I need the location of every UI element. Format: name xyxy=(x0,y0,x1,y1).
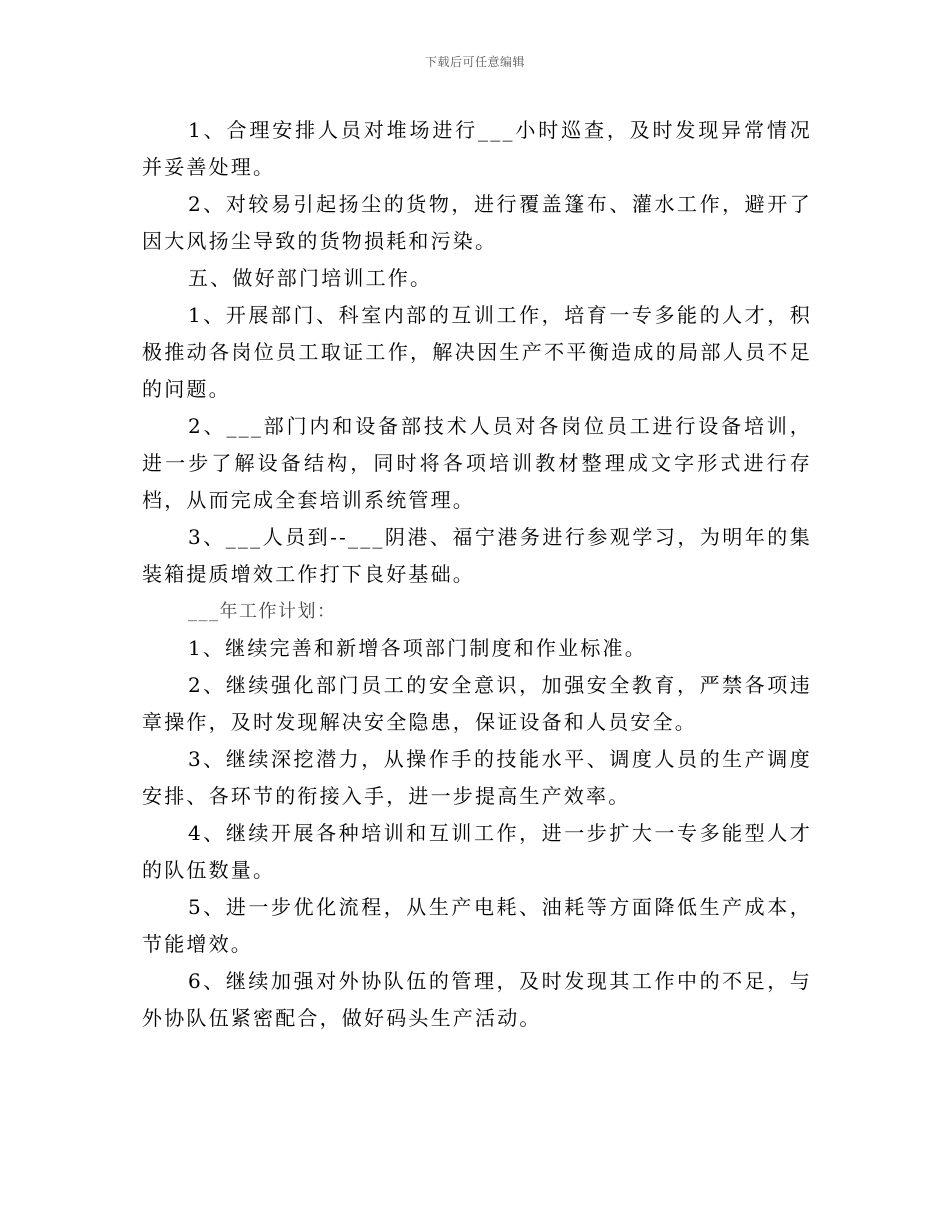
paragraph: 3、继续深挖潜力，从操作手的技能水平、调度人员的生产调度安排、各环节的衔接入手，进一步提高生产效率。 xyxy=(142,747,812,808)
paragraph: 1、开展部门、科室内部的互训工作，培育一专多能的人才，积极推动各岗位员工取证工作，解决因生产不平衡造成的局部人员不足的问题。 xyxy=(142,303,812,401)
page-header: 下载后可任意编辑 xyxy=(424,55,525,69)
paragraph: 2、对较易引起扬尘的货物，进行覆盖篷布、灌水工作，避开了因大风扬尘导致的货物损耗和污染。 xyxy=(142,192,812,253)
paragraph: 3、___人员到--___阴港、福宁港务进行参观学习，为明年的集装箱提质增效工作打下良好基础。 xyxy=(142,525,812,586)
paragraph: 2、继续强化部门员工的安全意识，加强安全教育，严禁各项违章操作，及时发现解决安全隐患，保证设备和人员安全。 xyxy=(142,673,812,734)
paragraph: 1、继续完善和新增各项部门制度和作业标准。 xyxy=(188,636,647,660)
paragraph: 4、继续开展各种培训和互训工作，进一步扩大一专多能型人才的队伍数量。 xyxy=(142,821,812,882)
paragraph: 2、___部门内和设备部技术人员对各岗位员工进行设备培训，进一步了解设备结构，同时将各项培训教材整理成文字形式进行存档，从而完成全套培训系统管理。 xyxy=(142,414,812,512)
paragraph: 1、合理安排人员对堆场进行___小时巡查，及时发现异常情况并妥善处理。 xyxy=(142,118,812,179)
document-body xyxy=(142,112,812,1037)
paragraph: 5、进一步优化流程，从生产电耗、油耗等方面降低生产成本，节能增效。 xyxy=(142,895,812,956)
paragraph: 6、继续加强对外协队伍的管理，及时发现其工作中的不足，与外协队伍紧密配合，做好码头生产活动。 xyxy=(142,969,812,1030)
section-heading: 五、做好部门培训工作。 xyxy=(188,266,433,290)
plan-heading: ___年工作计划： xyxy=(188,601,337,622)
